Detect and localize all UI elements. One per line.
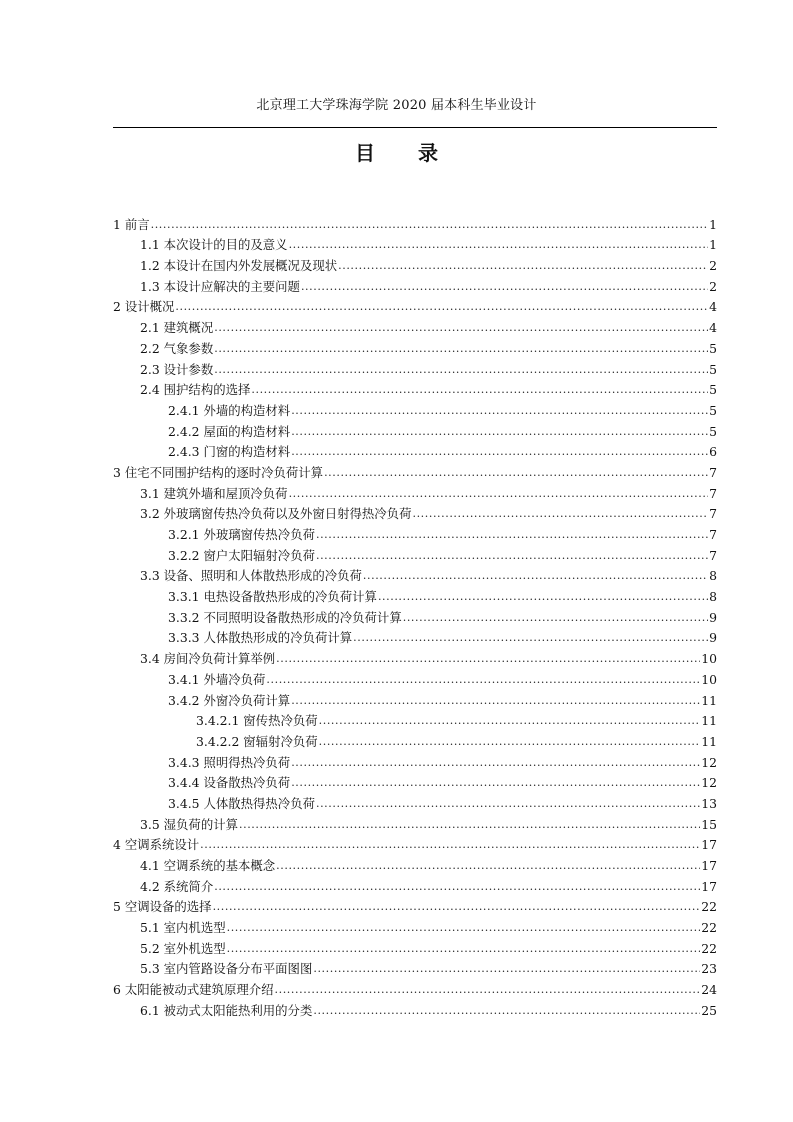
toc-entry-label: 3.1 建筑外墙和屋顶冷负荷 [140,485,288,501]
toc-entry-label: 3.4.3 照明得热冷负荷 [168,754,291,770]
toc-entry-page: 7 [709,485,717,501]
toc-entry[interactable] [113,897,717,918]
toc-leader-dots [291,422,708,442]
toc-leader-dots [316,525,708,545]
toc-entry-label: 5.3 室内管路设备分布平面图图 [140,961,313,977]
toc-entry-page: 9 [709,609,717,625]
toc-entry-label: 5.2 室外机选型 [140,940,226,956]
toc-entry[interactable] [113,711,717,732]
toc-entry[interactable] [113,545,717,566]
toc-entry-label: 2.4.2 屋面的构造材料 [168,423,291,439]
toc-leader-dots [227,918,701,938]
toc-entry-page: 10 [701,671,717,687]
toc-entry-page: 7 [709,527,717,542]
toc-entry-page: 15 [701,816,717,832]
toc-entry-label: 4 空调系统设计 [113,837,200,853]
toc-entry-label: 3.4.2.1 窗传热冷负荷 [196,713,318,729]
toc-entry[interactable] [113,400,717,421]
toc-entry[interactable] [113,814,717,835]
toc-entry-page: 1 [709,216,717,232]
toc-entry-page: 5 [709,382,717,398]
toc-entry[interactable] [113,586,717,607]
toc-entry-page: 10 [701,651,717,667]
toc-entry-page: 8 [709,568,717,584]
toc-leader-dots [227,939,701,959]
toc-leader-dots [214,360,708,380]
toc-entry[interactable] [113,855,717,876]
toc-entry-label: 1.3 本设计应解决的主要问题 [140,278,300,294]
toc-entry[interactable] [113,359,717,380]
toc-leader-dots [363,566,708,586]
toc-entry-page: 6 [709,444,717,460]
toc-entry-label: 5.1 室内机选型 [140,920,226,936]
toc-entry[interactable] [113,690,717,711]
toc-leader-dots [412,504,708,524]
toc-leader-dots [276,856,700,876]
toc-entry-page: 7 [709,464,717,480]
toc-leader-dots [324,463,708,483]
table-of-contents [113,214,717,1021]
toc-entry-page: 22 [701,920,717,936]
toc-entry-page: 22 [701,899,717,915]
toc-entry-label: 3.3 设备、照明和人体散热形成的冷负荷 [140,568,362,584]
toc-entry-label: 4.1 空调系统的基本概念 [140,858,276,873]
toc-leader-dots [266,670,700,690]
toc-leader-dots [213,897,701,917]
toc-entry-label: 3.4.2.2 窗辐射冷负荷 [196,733,318,749]
toc-entry-page: 5 [709,423,717,439]
toc-entry-label: 3.2.2 窗户太阳辐射冷负荷 [168,547,315,563]
toc-entry[interactable] [113,317,717,338]
toc-entry[interactable] [113,628,717,649]
toc-entry-label: 3.4.4 设备散热冷负荷 [168,775,291,791]
toc-entry-label: 3 住宅不同围护结构的逐时冷负荷计算 [113,464,324,480]
toc-entry[interactable] [113,835,717,856]
toc-entry-label: 3.3.3 人体散热形成的冷负荷计算 [168,630,353,646]
toc-entry-label: 3.3.1 电热设备散热形成的冷负荷计算 [168,589,377,605]
toc-leader-dots [291,401,708,421]
toc-entry-label: 3.4 房间冷负荷计算举例 [140,651,276,667]
toc-entry[interactable] [113,462,717,483]
toc-entry-page: 12 [701,775,717,791]
toc-entry-label: 2.4.3 门窗的构造材料 [168,444,291,460]
toc-entry-page: 11 [701,713,717,729]
toc-entry-label: 2 设计概况 [113,299,175,315]
toc-leader-dots [291,442,708,462]
toc-entry-page: 4 [709,320,717,336]
toc-entry-label: 3.4.5 人体散热得热冷负荷 [168,795,315,811]
toc-entry-label: 3.4.1 外墙冷负荷 [168,671,266,687]
toc-entry-page: 8 [709,589,717,605]
toc-entry-page: 5 [709,402,717,418]
toc-entry-page: 17 [701,858,717,873]
toc-entry-label: 3.4.2 外窗冷负荷计算 [168,692,291,708]
toc-leader-dots [291,753,700,773]
toc-entry[interactable] [113,917,717,938]
toc-entry[interactable] [113,938,717,959]
toc-entry-page: 2 [709,278,717,294]
toc-leader-dots [313,1001,700,1021]
toc-entry-label: 4.2 系统简介 [140,878,214,894]
toc-entry[interactable] [113,421,717,442]
toc-leader-dots [214,339,708,359]
toc-entry-label: 3.2 外玻璃窗传热冷负荷以及外窗日射得热冷负荷 [140,506,412,522]
header-divider [113,127,717,128]
toc-leader-dots [403,608,708,628]
toc-entry[interactable] [113,442,717,463]
toc-entry[interactable] [113,793,717,814]
toc-entry-label: 2.3 设计参数 [140,361,214,377]
toc-entry-label: 3.5 湿负荷的计算 [140,816,238,832]
toc-entry[interactable] [113,752,717,773]
toc-title: 目 录 [355,141,456,165]
toc-entry[interactable] [113,524,717,545]
toc-entry-page: 7 [709,547,717,563]
toc-leader-dots [275,980,701,1000]
toc-leader-dots [313,959,700,979]
toc-entry-page: 5 [709,340,717,356]
toc-leader-dots [378,587,708,607]
toc-entry[interactable] [113,504,717,525]
toc-entry[interactable] [113,235,717,256]
toc-entry[interactable] [113,255,717,276]
toc-leader-dots [301,277,708,297]
toc-leader-dots [319,711,701,731]
toc-entry-label: 6.1 被动式太阳能热利用的分类 [140,1002,313,1018]
toc-leader-dots [319,732,701,752]
toc-leader-dots [200,835,700,855]
toc-entry-page: 22 [701,940,717,956]
toc-entry-label: 2.4 围护结构的选择 [140,382,251,398]
toc-leader-dots [214,877,700,897]
toc-entry-label: 1.1 本次设计的目的及意义 [140,237,288,253]
toc-entry[interactable] [113,297,717,318]
toc-leader-dots [316,794,700,814]
toc-entry-page: 24 [701,982,717,998]
toc-entry[interactable] [113,876,717,897]
toc-entry[interactable] [113,731,717,752]
toc-entry-label: 1.2 本设计在国内外发展概况及现状 [140,258,338,274]
toc-entry[interactable] [113,607,717,628]
toc-leader-dots [251,380,708,400]
toc-entry[interactable] [113,338,717,359]
toc-leader-dots [175,297,708,317]
toc-entry-page: 12 [701,754,717,770]
toc-leader-dots [239,815,700,835]
toc-leader-dots [338,256,708,276]
toc-leader-dots [214,318,708,338]
toc-entry-page: 9 [709,630,717,646]
toc-entry-page: 7 [709,506,717,522]
toc-entry[interactable] [113,214,717,235]
toc-entry-page: 17 [701,837,717,853]
toc-entry-label: 2.2 气象参数 [140,340,214,356]
toc-entry-page: 25 [701,1002,717,1018]
toc-entry-label: 2.4.1 外墙的构造材料 [168,402,291,418]
toc-entry-label: 3.2.1 外玻璃窗传热冷负荷 [168,527,315,542]
toc-entry-page: 13 [701,795,717,811]
toc-entry[interactable] [113,648,717,669]
toc-entry-label: 5 空调设备的选择 [113,899,212,915]
toc-entry[interactable] [113,566,717,587]
toc-leader-dots [291,773,700,793]
toc-entry[interactable] [113,773,717,794]
toc-entry-label: 3.3.2 不同照明设备散热形成的冷负荷计算 [168,609,402,625]
toc-leader-dots [151,215,709,235]
toc-entry-page: 17 [701,878,717,894]
toc-entry[interactable] [113,483,717,504]
toc-entry[interactable] [113,959,717,980]
toc-entry-label: 2.1 建筑概况 [140,320,214,336]
toc-leader-dots [353,628,708,648]
toc-entry[interactable] [113,380,717,401]
toc-entry-page: 1 [709,237,717,253]
toc-entry[interactable] [113,979,717,1000]
page-header: 北京理工大学珠海学院 2020 届本科生毕业设计 [256,98,537,113]
toc-entry[interactable] [113,669,717,690]
toc-leader-dots [289,235,709,255]
toc-leader-dots [276,649,700,669]
toc-entry[interactable] [113,1000,717,1021]
toc-entry-page: 4 [709,299,717,315]
toc-entry-label: 6 太阳能被动式建筑原理介绍 [113,982,274,998]
toc-leader-dots [291,691,700,711]
toc-leader-dots [316,546,708,566]
toc-leader-dots [289,484,709,504]
toc-entry-page: 11 [701,733,717,749]
toc-entry[interactable] [113,276,717,297]
toc-entry-page: 2 [709,258,717,274]
toc-entry-page: 5 [709,361,717,377]
toc-entry-page: 23 [701,961,717,977]
toc-entry-label: 1 前言 [113,216,150,232]
toc-entry-page: 11 [701,692,717,708]
